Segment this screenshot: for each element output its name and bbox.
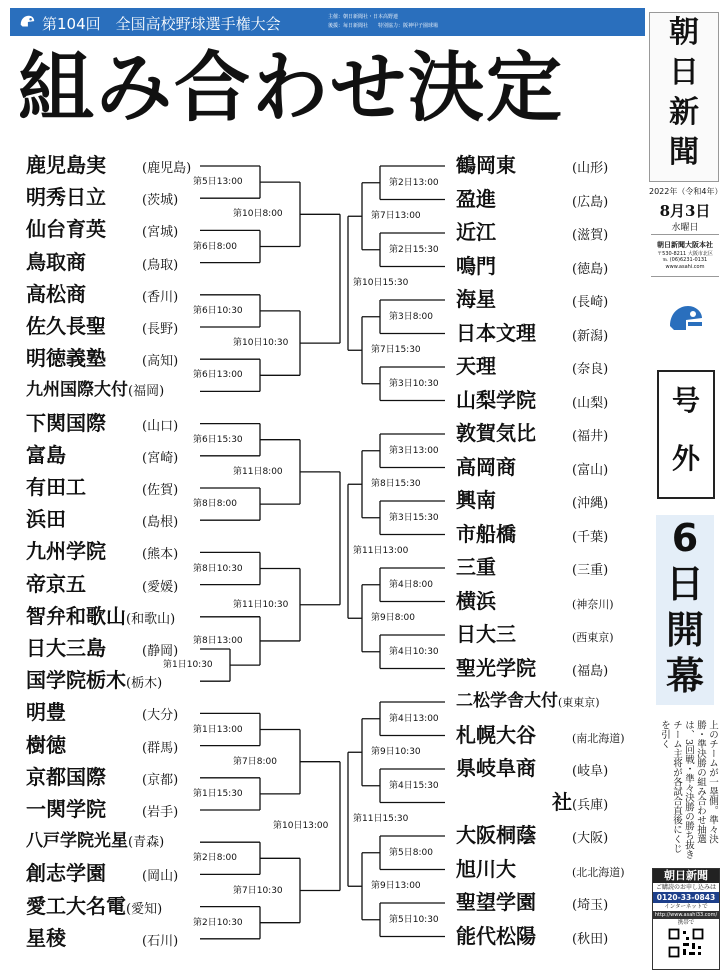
team-entry bbox=[26, 279, 178, 309]
extra-edition-box bbox=[657, 370, 715, 499]
opening-char: 開 bbox=[665, 608, 704, 652]
team-entry bbox=[26, 311, 178, 341]
team-prefecture: (石川) bbox=[142, 933, 179, 949]
team-prefecture: (山梨) bbox=[572, 395, 609, 411]
team-prefecture: (岩手) bbox=[142, 805, 179, 820]
game-time-label: 第7日15:30 bbox=[371, 345, 421, 356]
team-name: 興南 bbox=[456, 488, 496, 512]
sponsor-line-2: 後援：毎日新聞社 特別協力：阪神甲子園球場 bbox=[328, 23, 439, 29]
game-time-label: 第1日13:00 bbox=[193, 724, 243, 735]
team-name: 鶴岡東 bbox=[456, 153, 516, 177]
team-prefecture: (大阪) bbox=[572, 831, 609, 846]
team-name: 明徳義塾 bbox=[26, 346, 106, 371]
team-name: 鹿児島実 bbox=[26, 153, 106, 177]
team-prefecture: (京都) bbox=[142, 772, 179, 788]
team-prefecture: (大分) bbox=[142, 708, 179, 724]
team-name: 天理 bbox=[456, 354, 496, 378]
game-time-label: 第7日13:00 bbox=[371, 211, 421, 222]
team-name: 高岡商 bbox=[456, 454, 516, 479]
game-time-label: 第10日10:30 bbox=[233, 338, 289, 349]
team-name: 仙台育英 bbox=[26, 217, 106, 242]
team-name: 近江 bbox=[456, 220, 496, 244]
page-headline: 組み合わせ決定 bbox=[18, 43, 564, 132]
team-name: 智弁和歌山 bbox=[26, 603, 126, 628]
team-entry bbox=[456, 418, 608, 448]
team-name: 九州国際大付 bbox=[26, 380, 128, 401]
team-name: 一関学院 bbox=[26, 797, 106, 821]
team-name: 明秀日立 bbox=[26, 185, 106, 210]
masthead-char: 朝 bbox=[669, 15, 699, 50]
team-entry bbox=[26, 730, 178, 760]
team-prefecture: (群馬) bbox=[142, 740, 179, 756]
team-name: 聖光学院 bbox=[456, 655, 536, 680]
team-entry bbox=[456, 820, 608, 850]
game-time-label: 第10日8:00 bbox=[233, 209, 283, 220]
team-prefecture: (宮城) bbox=[142, 225, 179, 241]
divider bbox=[651, 276, 719, 277]
team-prefecture: (徳島) bbox=[572, 261, 609, 277]
lottery-note: 上のチームが一塁側。準々決勝・準決勝の組み合わせ抽選は、3回戦・準々決勝の勝ち抜きチーム主将が各試合直後にくじを引く bbox=[659, 720, 718, 860]
game-time-label: 第6日15:30 bbox=[193, 434, 243, 445]
team-entry bbox=[26, 601, 175, 631]
game-time-label: 第6日10:30 bbox=[193, 305, 243, 316]
game-time-label: 第10日13:00 bbox=[273, 821, 329, 832]
team-name: 県岐阜商 bbox=[456, 756, 536, 780]
team-name: 帝京五 bbox=[26, 571, 86, 596]
team-name: 八戸学院光星 bbox=[26, 831, 128, 852]
team-entry bbox=[26, 504, 178, 534]
team-prefecture: (千葉) bbox=[572, 529, 609, 545]
game-time-label: 第8日8:00 bbox=[193, 499, 237, 510]
team-prefecture: (愛知) bbox=[126, 901, 163, 917]
game-time-label: 第7日10:30 bbox=[233, 885, 283, 896]
team-name: 下関国際 bbox=[26, 410, 106, 435]
team-name: 三重 bbox=[456, 555, 496, 579]
team-entry bbox=[26, 472, 178, 502]
team-name: 富島 bbox=[26, 442, 66, 467]
team-entry bbox=[456, 753, 608, 783]
team-entry bbox=[26, 247, 178, 277]
team-entry bbox=[26, 633, 178, 663]
team-prefecture: (新潟) bbox=[572, 328, 609, 344]
team-prefecture: (茨城) bbox=[142, 193, 179, 209]
game-time-label: 第2日13:00 bbox=[389, 177, 439, 188]
team-prefecture: (奈良) bbox=[572, 362, 609, 377]
team-entry bbox=[26, 375, 164, 405]
team-entry bbox=[26, 794, 178, 824]
team-prefecture: (秋田) bbox=[572, 931, 609, 947]
team-entry bbox=[456, 452, 608, 482]
team-name: 樹徳 bbox=[26, 732, 66, 757]
team-prefecture: (佐賀) bbox=[142, 483, 179, 498]
team-name: 盈進 bbox=[456, 186, 496, 211]
team-name: 日本文理 bbox=[456, 320, 536, 345]
team-entry bbox=[456, 184, 608, 214]
masthead-char: 聞 bbox=[669, 135, 699, 170]
team-entry bbox=[456, 586, 614, 616]
team-name: 明豊 bbox=[26, 700, 66, 725]
game-time-label: 第4日8:00 bbox=[389, 579, 433, 590]
game-time-label: 第9日8:00 bbox=[371, 613, 415, 624]
game-time-label: 第1日10:30 bbox=[163, 660, 213, 671]
team-prefecture: (南北海道) bbox=[572, 731, 625, 745]
team-prefecture: (広島) bbox=[572, 194, 609, 210]
team-prefecture: (福島) bbox=[572, 663, 609, 679]
divider bbox=[651, 234, 719, 235]
team-name: 大阪桐蔭 bbox=[456, 823, 536, 847]
game-time-label: 第10日15:30 bbox=[353, 278, 409, 289]
team-name: 日大三 bbox=[456, 622, 516, 646]
publisher-phone: ℡ (06)6231-0131 bbox=[662, 257, 708, 263]
game-time-label: 第2日10:30 bbox=[193, 917, 243, 928]
team-name: 旭川大 bbox=[456, 856, 516, 881]
opening-char: 日 bbox=[665, 562, 704, 606]
team-entry bbox=[456, 921, 608, 951]
team-entry bbox=[456, 519, 608, 549]
team-name: 創志学園 bbox=[26, 861, 106, 886]
team-prefecture: (鹿児島) bbox=[142, 161, 192, 176]
game-time-label: 第7日8:00 bbox=[233, 756, 277, 767]
game-time-label: 第2日15:30 bbox=[389, 244, 439, 255]
team-entry bbox=[456, 720, 625, 750]
team-entry bbox=[456, 150, 608, 180]
team-prefecture: (沖縄) bbox=[572, 496, 609, 511]
extra-char: 外 bbox=[671, 442, 700, 475]
team-name: 海星 bbox=[456, 287, 496, 311]
game-time-label: 第4日13:00 bbox=[389, 713, 439, 724]
team-name: 佐久長聖 bbox=[26, 314, 106, 338]
team-prefecture: (神奈川) bbox=[572, 597, 614, 611]
team-entry bbox=[26, 214, 178, 244]
team-prefecture: (山口) bbox=[142, 418, 179, 434]
team-name: 札幌大谷 bbox=[456, 722, 536, 747]
asahi-masthead bbox=[649, 12, 719, 182]
team-entry bbox=[456, 854, 625, 884]
publisher-web: www.asahi.com bbox=[665, 264, 705, 270]
team-prefecture: (福岡) bbox=[128, 384, 165, 400]
ad-url[interactable]: http://www.asahi33.com/ bbox=[654, 912, 718, 918]
team-prefecture: (静岡) bbox=[142, 644, 179, 659]
team-entry bbox=[26, 891, 162, 921]
team-prefecture: (和歌山) bbox=[126, 611, 176, 627]
team-prefecture: (長崎) bbox=[572, 295, 609, 310]
team-prefecture: (埼玉) bbox=[572, 898, 609, 913]
game-time-label: 第11日8:00 bbox=[233, 466, 283, 477]
header-bar bbox=[10, 8, 645, 36]
game-time-label: 第11日10:30 bbox=[233, 599, 289, 610]
team-entry bbox=[26, 440, 178, 470]
team-entry bbox=[26, 150, 191, 180]
team-prefecture: (青森) bbox=[128, 835, 165, 851]
team-name: 鳴門 bbox=[456, 253, 496, 278]
game-time-label: 第2日8:00 bbox=[193, 853, 237, 864]
team-entry bbox=[26, 923, 178, 953]
game-time-label: 第8日10:30 bbox=[193, 563, 243, 574]
game-time-label: 第11日15:30 bbox=[353, 814, 409, 825]
team-entry bbox=[26, 826, 164, 856]
opening-char: 6 bbox=[671, 516, 699, 560]
team-name: 愛工大名電 bbox=[26, 893, 126, 918]
team-entry bbox=[26, 858, 178, 888]
team-name: 浜田 bbox=[26, 507, 66, 532]
baseball-helmet-icon bbox=[18, 13, 36, 31]
team-entry bbox=[26, 762, 178, 792]
game-time-label: 第11日13:00 bbox=[353, 546, 409, 557]
team-entry bbox=[26, 697, 178, 727]
masthead-char: 新 bbox=[669, 95, 699, 130]
game-time-label: 第8日15:30 bbox=[371, 479, 421, 490]
team-entry bbox=[456, 787, 608, 817]
game-time-label: 第3日8:00 bbox=[389, 311, 433, 322]
baseball-helmet-icon bbox=[664, 300, 708, 340]
ad-qr-label: 携帯で bbox=[677, 920, 695, 926]
team-prefecture: (高知) bbox=[142, 354, 179, 370]
team-entry bbox=[26, 182, 178, 212]
team-name: 山梨学院 bbox=[456, 387, 536, 412]
game-time-label: 第3日15:30 bbox=[389, 512, 439, 523]
team-entry bbox=[456, 217, 608, 247]
game-time-label: 第5日8:00 bbox=[389, 847, 433, 858]
publisher-name: 朝日新聞大阪本社 bbox=[657, 241, 713, 249]
game-time-label: 第4日10:30 bbox=[389, 646, 439, 657]
team-prefecture: (岡山) bbox=[142, 869, 179, 885]
team-entry bbox=[26, 408, 178, 438]
team-prefecture: (山形) bbox=[572, 161, 609, 176]
team-entry bbox=[456, 251, 608, 281]
team-name: 社 bbox=[552, 789, 572, 814]
team-prefecture: (熊本) bbox=[142, 547, 179, 563]
opening-char: 幕 bbox=[665, 654, 704, 698]
team-entry bbox=[456, 284, 608, 314]
game-time-label: 第3日10:30 bbox=[389, 378, 439, 389]
qr-code-icon[interactable] bbox=[668, 928, 704, 958]
team-name: 鳥取商 bbox=[26, 249, 86, 274]
team-prefecture: (三重) bbox=[572, 563, 609, 578]
team-prefecture: (東東京) bbox=[558, 696, 600, 709]
extra-char: 号 bbox=[671, 384, 700, 417]
team-prefecture: (香川) bbox=[142, 289, 179, 305]
team-prefecture: (鳥取) bbox=[142, 257, 179, 273]
opening-day-box bbox=[656, 515, 714, 705]
ad-tagline: ご購読のお申し込みは bbox=[655, 884, 716, 891]
team-entry bbox=[26, 536, 178, 566]
team-name: 有田工 bbox=[26, 475, 86, 499]
team-entry bbox=[26, 665, 162, 695]
team-prefecture: (西東京) bbox=[572, 631, 614, 644]
team-prefecture: (滋賀) bbox=[572, 228, 609, 243]
issue-year: 2022年（令和4年） bbox=[649, 187, 723, 196]
team-prefecture: (宮崎) bbox=[142, 450, 179, 466]
team-name: 日大三島 bbox=[26, 636, 106, 660]
game-time-label: 第5日10:30 bbox=[389, 914, 439, 925]
team-entry bbox=[456, 385, 608, 415]
team-name: 九州学院 bbox=[26, 539, 106, 564]
publisher-address: 〒530-8211 大阪市北区 bbox=[657, 251, 713, 257]
team-prefecture: (長野) bbox=[142, 322, 179, 337]
team-prefecture: (岐阜) bbox=[572, 764, 609, 779]
game-time-label: 第4日15:30 bbox=[389, 780, 439, 791]
masthead-char: 日 bbox=[669, 55, 699, 90]
team-entry bbox=[456, 686, 600, 716]
team-prefecture: (愛媛) bbox=[142, 579, 179, 595]
team-entry bbox=[456, 318, 608, 348]
team-prefecture: (島根) bbox=[142, 515, 179, 531]
team-name: 国学院栃木 bbox=[26, 668, 126, 693]
team-name: 市船橋 bbox=[456, 521, 516, 546]
team-entry bbox=[456, 485, 608, 515]
game-time-label: 第6日13:00 bbox=[193, 370, 243, 381]
team-entry bbox=[26, 569, 178, 599]
issue-date: 8月3日 bbox=[659, 202, 711, 220]
team-name: 高松商 bbox=[26, 281, 86, 306]
tournament-title: 第104回 全国高校野球選手権大会 bbox=[42, 15, 281, 33]
ad-web-label: インターネットで bbox=[664, 904, 708, 910]
game-time-label: 第5日13:00 bbox=[193, 177, 243, 188]
game-time-label: 第3日13:00 bbox=[389, 445, 439, 456]
team-prefecture: (栃木) bbox=[126, 676, 163, 692]
sponsor-line-1: 主催：朝日新聞社・日本高野連 bbox=[328, 14, 399, 20]
team-prefecture: (富山) bbox=[572, 462, 609, 478]
team-entry bbox=[456, 653, 608, 683]
team-name: 能代松陽 bbox=[456, 923, 536, 948]
ad-brand: 朝日新聞 bbox=[653, 869, 719, 883]
team-name: 二松学舎大付 bbox=[456, 691, 558, 711]
team-entry bbox=[456, 619, 614, 649]
team-prefecture: (北北海道) bbox=[572, 865, 625, 879]
issue-weekday: 水曜日 bbox=[671, 223, 699, 233]
team-prefecture: (福井) bbox=[572, 429, 609, 444]
game-time-label: 第6日8:00 bbox=[193, 241, 237, 252]
team-entry bbox=[26, 343, 178, 373]
team-entry bbox=[456, 887, 608, 917]
game-time-label: 第9日13:00 bbox=[371, 881, 421, 892]
ad-phone[interactable]: 0120-33-0843 bbox=[653, 892, 719, 903]
team-prefecture: (兵庫) bbox=[572, 797, 609, 813]
subscription-ad bbox=[652, 868, 720, 970]
team-name: 横浜 bbox=[456, 588, 496, 613]
game-time-label: 第1日15:30 bbox=[193, 788, 243, 799]
team-entry bbox=[456, 552, 608, 582]
team-name: 敦賀気比 bbox=[456, 421, 536, 445]
team-name: 聖望学園 bbox=[456, 890, 536, 914]
game-time-label: 第8日13:00 bbox=[193, 635, 243, 646]
team-name: 星稜 bbox=[26, 925, 66, 950]
team-name: 京都国際 bbox=[26, 764, 106, 789]
game-time-label: 第9日10:30 bbox=[371, 747, 421, 758]
team-entry bbox=[456, 351, 608, 381]
